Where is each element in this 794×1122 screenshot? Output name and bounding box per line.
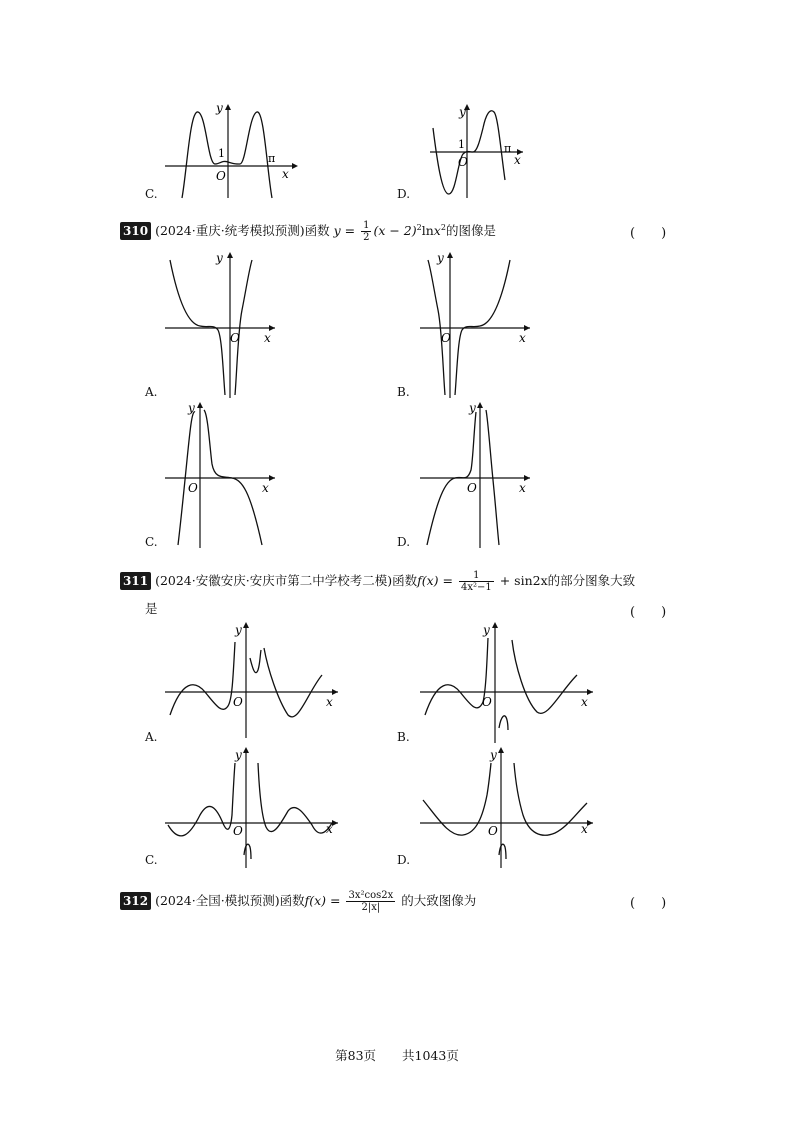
graph-311-d	[415, 745, 600, 870]
math-plus: + sin2x	[499, 573, 548, 588]
frac-den: 2|x|	[361, 902, 381, 913]
axis-label-x: x	[262, 481, 269, 495]
math-eq: =	[330, 893, 341, 908]
answer-paren: ( )	[630, 896, 667, 911]
option-label-d: D.	[397, 853, 411, 867]
graph-prev-d	[425, 100, 535, 200]
graph-310-a	[160, 250, 285, 400]
question-tail: 的部分图象大致	[547, 573, 636, 588]
question-number: 311	[120, 572, 151, 590]
origin-label: O	[458, 155, 468, 169]
fraction	[361, 220, 371, 243]
axis-label-y: y	[490, 748, 497, 762]
question-311	[120, 570, 635, 593]
math-mid: (x − 2)	[373, 223, 417, 239]
axis-label-x: x	[519, 481, 526, 495]
math-sup: 2	[416, 223, 422, 232]
tick-label-pi: π	[268, 152, 276, 165]
question-source: (2024·重庆·统考模拟预测)函数	[155, 223, 330, 239]
page-footer	[0, 1046, 794, 1064]
question-number: 310	[120, 222, 151, 240]
option-label-c: C.	[145, 187, 158, 201]
frac-den: 4x²−1	[460, 582, 492, 593]
tick-label-one: 1	[218, 147, 225, 160]
axis-label-x: x	[581, 822, 588, 836]
option-label-d: D.	[397, 535, 411, 549]
axis-label-y: y	[483, 623, 490, 637]
axis-label-x: x	[519, 331, 526, 345]
graph-311-b	[415, 620, 600, 745]
fraction	[346, 890, 395, 913]
question-310	[120, 220, 496, 243]
origin-label: O	[488, 824, 498, 838]
option-label-a: A.	[145, 730, 158, 744]
option-label-c: C.	[145, 535, 158, 549]
question-312	[120, 890, 476, 913]
graph-311-c	[160, 745, 345, 870]
axis-label-x: x	[581, 695, 588, 709]
axis-label-x: x	[326, 695, 333, 709]
axis-label-y: y	[235, 748, 242, 762]
math-ln: ln	[421, 223, 434, 239]
origin-label: O	[233, 824, 243, 838]
graph-310-c	[160, 400, 285, 550]
axis-label-y: y	[469, 401, 476, 415]
frac-den: 2	[363, 232, 370, 244]
math-f: f(x)	[417, 573, 439, 588]
option-label-b: B.	[397, 385, 410, 399]
axis-label-y: y	[216, 251, 223, 265]
origin-label: O	[188, 481, 198, 495]
axis-label-x: x	[326, 822, 333, 836]
question-source: (2024·全国·模拟预测)函数	[155, 893, 305, 908]
option-label-d: D.	[397, 187, 411, 201]
origin-label: O	[441, 331, 451, 345]
origin-label: O	[216, 169, 226, 183]
origin-label: O	[467, 481, 477, 495]
origin-label: O	[233, 695, 243, 709]
page-total: 共1043页	[402, 1048, 459, 1063]
axis-label-y: y	[437, 251, 444, 265]
option-label-b: B.	[397, 730, 410, 744]
question-311-line2: 是	[145, 601, 158, 616]
question-number: 312	[120, 892, 151, 910]
page-number: 第83页	[335, 1048, 377, 1063]
math-f: f(x)	[304, 893, 327, 908]
axis-label-y: y	[188, 401, 195, 415]
answer-paren: ( )	[630, 226, 667, 241]
axis-label-y: y	[235, 623, 242, 637]
origin-label: O	[482, 695, 492, 709]
math-sup: 2	[440, 223, 446, 232]
math-x: x	[433, 223, 441, 239]
graph-311-a	[160, 620, 345, 740]
frac-num: 3x²cos2x	[348, 890, 394, 901]
tick-label-pi: π	[504, 142, 512, 155]
option-label-c: C.	[145, 853, 158, 867]
question-tail: 的大致图像为	[401, 893, 477, 908]
graph-310-b	[415, 250, 540, 400]
graph-310-d	[415, 400, 540, 550]
frac-num: 1	[459, 570, 494, 582]
axis-label-x: x	[282, 167, 289, 181]
question-source: (2024·安徽安庆·安庆市第二中学校考二模)函数	[155, 573, 418, 588]
answer-paren: ( )	[630, 605, 667, 620]
math-y: y	[333, 223, 341, 239]
option-label-a: A.	[145, 385, 158, 399]
axis-label-x: x	[264, 331, 271, 345]
tick-label-one: 1	[458, 138, 465, 151]
axis-label-y: y	[459, 105, 466, 119]
math-eq: =	[442, 573, 453, 588]
axis-label-x: x	[514, 153, 521, 167]
fraction	[459, 570, 494, 593]
math-eq: =	[344, 223, 356, 239]
graph-prev-c	[160, 100, 300, 200]
axis-label-y: y	[216, 101, 223, 115]
question-tail: 的图像是	[445, 223, 496, 239]
frac-num: 1	[363, 220, 370, 232]
origin-label: O	[230, 331, 240, 345]
